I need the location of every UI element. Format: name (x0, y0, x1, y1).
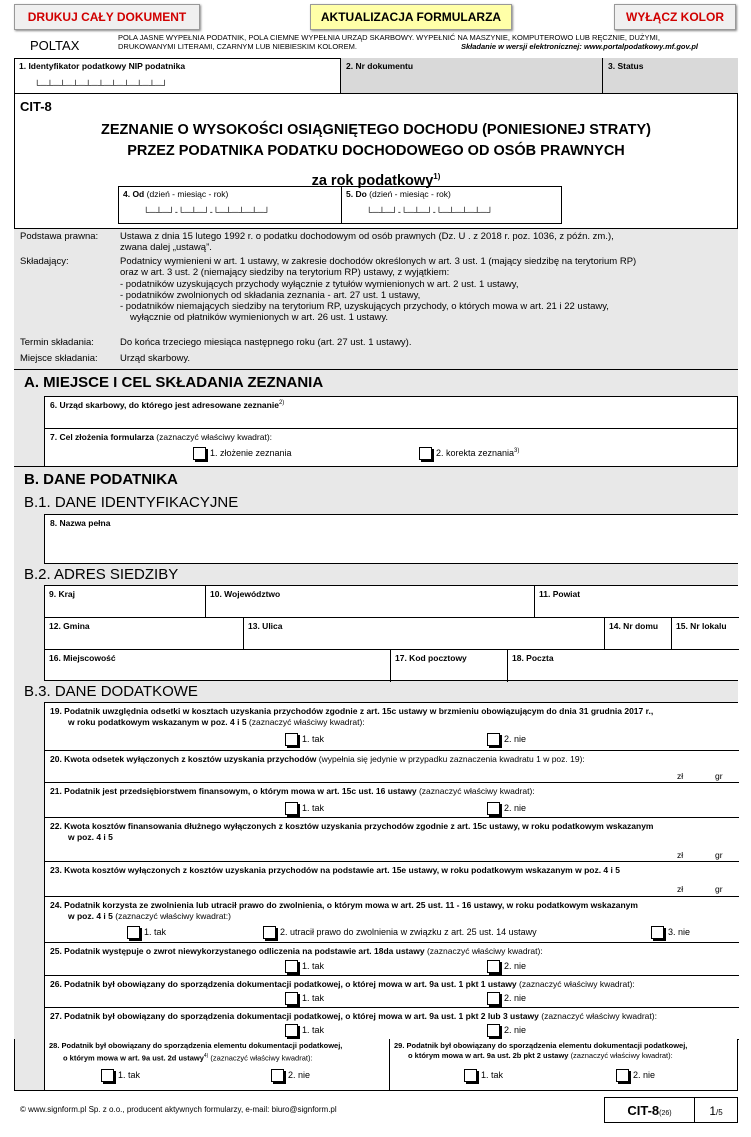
document-number-field (341, 58, 603, 94)
street-field[interactable]: 13. Ulica (244, 618, 605, 650)
date-to-hint: (dzień - miesiąc - rok) (369, 189, 451, 199)
checkbox-q24-no[interactable] (651, 926, 664, 939)
q29-no[interactable]: 2. nie (616, 1069, 655, 1082)
q23-row[interactable] (45, 862, 739, 897)
filer-line-1: Podatnicy wymienieni w art. 1 ustawy, w zakresie dochodów określonych w art. 3 ust. 1 (mający siedzibę na terytorium RP) (120, 256, 637, 267)
filer-label: Składający: (20, 256, 69, 267)
commune-field[interactable]: 12. Gmina (45, 618, 244, 650)
nip-mask: └─┴─┴─┴─┴─┴─┴─┴─┴─┴─┘ (34, 80, 168, 90)
q19-yes[interactable]: 1. tak (285, 733, 324, 746)
tax-office-label: 6. Urząd skarbowy, do którego jest adresowane zeznanie$^{2)}$ (50, 400, 285, 410)
checkbox-q26-yes[interactable] (285, 992, 298, 1005)
q20-label: 20. Kwota odsetek wyłączonych z kosztów uzyskania przychodów (50, 754, 317, 764)
q21-no[interactable]: 2. nie (487, 802, 526, 815)
date-from-field[interactable] (118, 186, 341, 224)
date-from-mask: └─┴─┘-└─┴─┘-└─┴─┴─┴─┘ (143, 207, 271, 217)
checkbox-q28-yes[interactable] (101, 1069, 114, 1082)
footer-form-id (604, 1097, 738, 1123)
date-to-label: 5. Do (346, 189, 367, 199)
legal-basis-line-2: zwana dalej „ustawą”. (120, 242, 212, 254)
country-field[interactable]: 9. Kraj (45, 586, 206, 618)
q24-text: 24. Podatnik korzysta ze zwolnienia lub utracił prawo do zwolnienia, o którym mowa w art. 25 ust. 11 - 16 ustawy, w roku podatkowym wskazanym w poz. 4 i 5 (zaznaczyć właściwy kwadrat:) (50, 900, 638, 921)
q19-row (45, 703, 739, 751)
form-title-line-1: ZEZNANIE O WYSOKOŚCI OSIĄGNIĘTEGO DOCHODU (PONIESIONEJ STRATY) (101, 122, 651, 138)
filer-line-2: oraz w art. 3 ust. 2 (niemający siedziby na terytorium RP) ustawy, z wyjątkiem: (120, 267, 450, 279)
county-field[interactable]: 11. Powiat (535, 586, 739, 618)
section-a-margin (14, 396, 44, 466)
checkbox-q27-yes[interactable] (285, 1024, 298, 1037)
filer-line-4: - podatników zwolnionych od składania zeznania - art. 27 ust. 1 ustawy, (120, 289, 421, 301)
q21-hint: (zaznaczyć właściwy kwadrat): (418, 786, 535, 796)
checkbox-q27-no[interactable] (487, 1024, 500, 1037)
apartment-number-field[interactable]: 15. Nr lokalu (672, 618, 739, 650)
q20-row[interactable] (45, 751, 739, 783)
q20-hint: (wypełnia się jedynie w przypadku zaznaczenia kwadratu 1 w poz. 19): (318, 754, 585, 764)
purpose-label: 7. Cel złożenia formularza (50, 432, 154, 442)
checkbox-q26-no[interactable] (487, 992, 500, 1005)
full-name-field[interactable] (44, 514, 738, 564)
section-b3-title: B.3. DANE DODATKOWE (24, 683, 198, 700)
q26-no[interactable]: 2. nie (487, 992, 526, 1005)
nip-field[interactable] (14, 58, 341, 94)
form-code: CIT-8 (20, 99, 52, 114)
checkbox-q25-no[interactable] (487, 960, 500, 973)
place-text: Urząd skarbowy. (120, 353, 191, 364)
legal-info (14, 228, 738, 370)
tax-office-field[interactable] (44, 396, 738, 428)
checkbox-q19-no[interactable] (487, 733, 500, 746)
full-name-label: 8. Nazwa pełna (50, 518, 111, 528)
checkbox-filing[interactable] (193, 447, 206, 460)
header-note-row (118, 42, 738, 51)
legal-basis-text (120, 231, 730, 254)
q22-gr: gr (715, 850, 723, 860)
status-field (603, 58, 738, 94)
header-notes (118, 33, 738, 51)
tax-year-label: za rok podatkowy (311, 172, 434, 189)
q27-row: 27. Podatnik był obowiązany do sporządzenia dokumentacji podatkowej, o której mowa w art. 9a ust. 1 pkt 2 lub 3 ustawy (zaznaczyć właściwy kwadrat): 1. tak 2. nie (45, 1008, 739, 1040)
filer-line-6: wyłącznie od płatników wymienionych w art. 26 ust. 1 ustawy. (130, 312, 389, 324)
q19-no[interactable]: 2. nie (487, 733, 526, 746)
q23-label: 23. Kwota kosztów wyłączonych z kosztów uzyskania przychodów na podstawie art. 15e ustawy, w roku podatkowym wskazanym w poz. 4 i 5 (50, 865, 620, 875)
q27-no[interactable]: 2. nie (487, 1024, 526, 1037)
purpose-field (44, 428, 738, 466)
nip-label: 1. Identyfikator podatkowy NIP podatnika (19, 61, 186, 71)
legal-basis-line-1: Ustawa z dnia 15 lutego 1992 r. o podatku dochodowym od osób prawnych (Dz. U . z 2018 r. poz. 1036, z późn. zm.), (120, 231, 614, 242)
q22-row[interactable] (45, 818, 739, 862)
section-b-title: B. DANE PODATNIKA (24, 471, 178, 488)
checkbox-correction[interactable] (419, 447, 432, 460)
filer-text (120, 256, 732, 324)
brand-poltax: POLTAX (30, 38, 80, 53)
q20-zl: zł (677, 771, 684, 781)
q23-zl: zł (677, 884, 684, 894)
document-number-label: 2. Nr dokumentu (346, 61, 414, 71)
checkbox-q25-yes[interactable] (285, 960, 298, 973)
purpose-hint: (zaznaczyć właściwy kwadrat): (156, 432, 273, 442)
q21-label: 21. Podatnik jest przedsiębiorstwem finansowym, o którym mowa w art. 15c ust. 16 ustawy (50, 786, 417, 796)
section-b2-title: B.2. ADRES SIEDZIBY (24, 566, 179, 583)
q24-lost[interactable]: 2. utracił prawo do zwolnienia w związku z art. 25 ust. 14 ustawy (263, 926, 537, 939)
q20-gr: gr (715, 771, 723, 781)
q25-yes[interactable]: 1. tak (285, 960, 324, 973)
q25-no[interactable]: 2. nie (487, 960, 526, 973)
footer-version: (26) (659, 1110, 672, 1117)
q26-yes[interactable]: 1. tak (285, 992, 324, 1005)
header-note-1: POLA JASNE WYPEŁNIA PODATNIK, POLA CIEMNE WYPEŁNIA URZĄD SKARBOWY. WYPEŁNIĆ NA MASZYNIE, KOMPUTEROWO LUB RĘCZNIE, DUŻYMI, (118, 33, 660, 42)
checkbox-q24-yes[interactable] (127, 926, 140, 939)
date-from-hint: (dzień - miesiąc - rok) (146, 189, 229, 199)
print-document-button[interactable]: DRUKUJ CAŁY DOKUMENT (14, 4, 200, 30)
q28-row (44, 1039, 390, 1091)
status-label: 3. Status (608, 61, 644, 71)
checkbox-q28-no[interactable] (271, 1069, 284, 1082)
q27-yes[interactable]: 1. tak (285, 1024, 324, 1037)
house-number-field[interactable]: 14. Nr domu (605, 618, 672, 650)
footer-page: 1 (709, 1104, 716, 1118)
date-to-field[interactable] (341, 186, 562, 224)
color-off-button[interactable]: WYŁĄCZ KOLOR (614, 4, 736, 30)
q24-no[interactable]: 3. nie (651, 926, 690, 939)
q21-yes[interactable]: 1. tak (285, 802, 324, 815)
city-field[interactable]: 16. Miejscowość (45, 650, 391, 682)
q24-yes[interactable]: 1. tak (127, 926, 166, 939)
form-title (14, 120, 738, 192)
checkbox-q21-no[interactable] (487, 802, 500, 815)
q23-gr: gr (715, 884, 723, 894)
checkbox-q29-no[interactable] (616, 1069, 629, 1082)
filer-line-3: - podatników uzyskujących przychody wyłącznie z tytułów wymienionych w art. 2 ust. 1 ustawy, (120, 278, 519, 290)
option-filing[interactable]: 1. złożenie zeznania (193, 447, 292, 460)
footer-pages: /5 (716, 1108, 723, 1117)
header-note-3: Składanie w wersji elektronicznej: www.portalpodatkowy.mf.gov.pl (461, 42, 698, 51)
section-b1-title: B.1. DANE IDENTYFIKACYJNE (24, 494, 239, 511)
section-a-header (14, 370, 738, 396)
q29-yes[interactable]: 1. tak (464, 1069, 503, 1082)
q28-margin (14, 1039, 44, 1091)
post-office-field[interactable]: 18. Poczta (512, 653, 554, 663)
q24-row (45, 897, 739, 943)
legal-basis-label: Podstawa prawna: (20, 231, 99, 242)
q29-text: 29. Podatnik był obowiązany do sporządzenia elementu dokumentacji podatkowej, o którym mowa w art. 9a ust. 2b pkt 2 ustawy (zaznaczyć właściwy kwadrat): (394, 1041, 688, 1060)
place-label: Miejsce składania: (20, 353, 98, 364)
address-grid (44, 585, 738, 681)
checkbox-q29-yes[interactable] (464, 1069, 477, 1082)
form-title-line-2: PRZEZ PODATNIKA PODATKU DOCHODOWEGO OD OSÓB PRAWNYCH (127, 143, 625, 159)
footer-code: CIT-8 (627, 1103, 660, 1118)
voivodeship-field[interactable]: 10. Województwo (206, 586, 535, 618)
postal-code-field[interactable]: 17. Kod pocztowy (391, 650, 508, 682)
tax-year-footnote: 1) (433, 172, 441, 181)
header-note-2: DRUKOWANYMI LITERAMI, CZARNYM LUB NIEBIESKIM KOLOREM. (118, 42, 357, 51)
checkbox-q21-yes[interactable] (285, 802, 298, 815)
section-a-title: A. MIEJSCE I CEL SKŁADANIA ZEZNANIA (24, 374, 324, 391)
q28-text: 28. Podatnik był obowiązany do sporządzenia elementu dokumentacji podatkowej, o którym mowa w art. 9a ust. 2d ustawy$^{4)}$ (zaznaczyć właściwy kwadrat): (49, 1041, 343, 1063)
deadline-label: Termin składania: (20, 337, 94, 348)
footer-copyright: © www.signform.pl Sp. z o.o., producent aktywnych formularzy, e-mail: biuro@signform.pl (20, 1105, 337, 1114)
additional-data (44, 702, 738, 1066)
q22-label: 22. Kwota kosztów finansowania dłużnego wyłączonych z kosztów uzyskania przychodów zgodnie z art. 15c ustawy, w roku podatkowym wskazanym w poz. 4 i 5 (50, 821, 654, 842)
q21-row (45, 783, 739, 818)
checkbox-q19-yes[interactable] (285, 733, 298, 746)
date-to-mask: └─┴─┘-└─┴─┘-└─┴─┴─┴─┘ (366, 207, 494, 217)
q22-zl: zł (677, 850, 684, 860)
q19-text: 19. Podatnik uwzględnia odsetki w kosztach uzyskania przychodów zgodnie z art. 15c ustawy w brzmieniu obowiązującym do dnia 31 grudnia 2017 r., w roku podatkowym wskazanym w poz. 4 i 5 (zaznaczyć właściwy kwadrat): (50, 706, 654, 727)
q25-row: 25. Podatnik występuje o zwrot niewykorzystanego odliczenia na podstawie art. 18da ustawy (zaznaczyć właściwy kwadrat): 1. tak 2. nie (45, 943, 739, 976)
q28-yes[interactable]: 1. tak (101, 1069, 140, 1082)
date-from-label: 4. Od (123, 189, 145, 199)
q26-row: 26. Podatnik był obowiązany do sporządzenia dokumentacji podatkowej, o której mowa w art. 9a ust. 1 pkt 1 ustawy (zaznaczyć właściwy kwadrat): 1. tak 2. nie (45, 976, 739, 1008)
filer-line-5: - podatników niemających siedziby na terytorium RP, uzyskujących przychody, o których mowa w art. 21 i 22 ustawy, (120, 301, 609, 313)
checkbox-q24-lost[interactable] (263, 926, 276, 939)
update-form-button[interactable]: AKTUALIZACJA FORMULARZA (310, 4, 512, 30)
q29-row (390, 1039, 738, 1091)
option-correction[interactable]: 2. korekta zeznania$^{3)}$ (419, 447, 519, 460)
q28-no[interactable]: 2. nie (271, 1069, 310, 1082)
deadline-text: Do końca trzeciego miesiąca następnego roku (art. 27 ust. 1 ustawy). (120, 337, 412, 348)
